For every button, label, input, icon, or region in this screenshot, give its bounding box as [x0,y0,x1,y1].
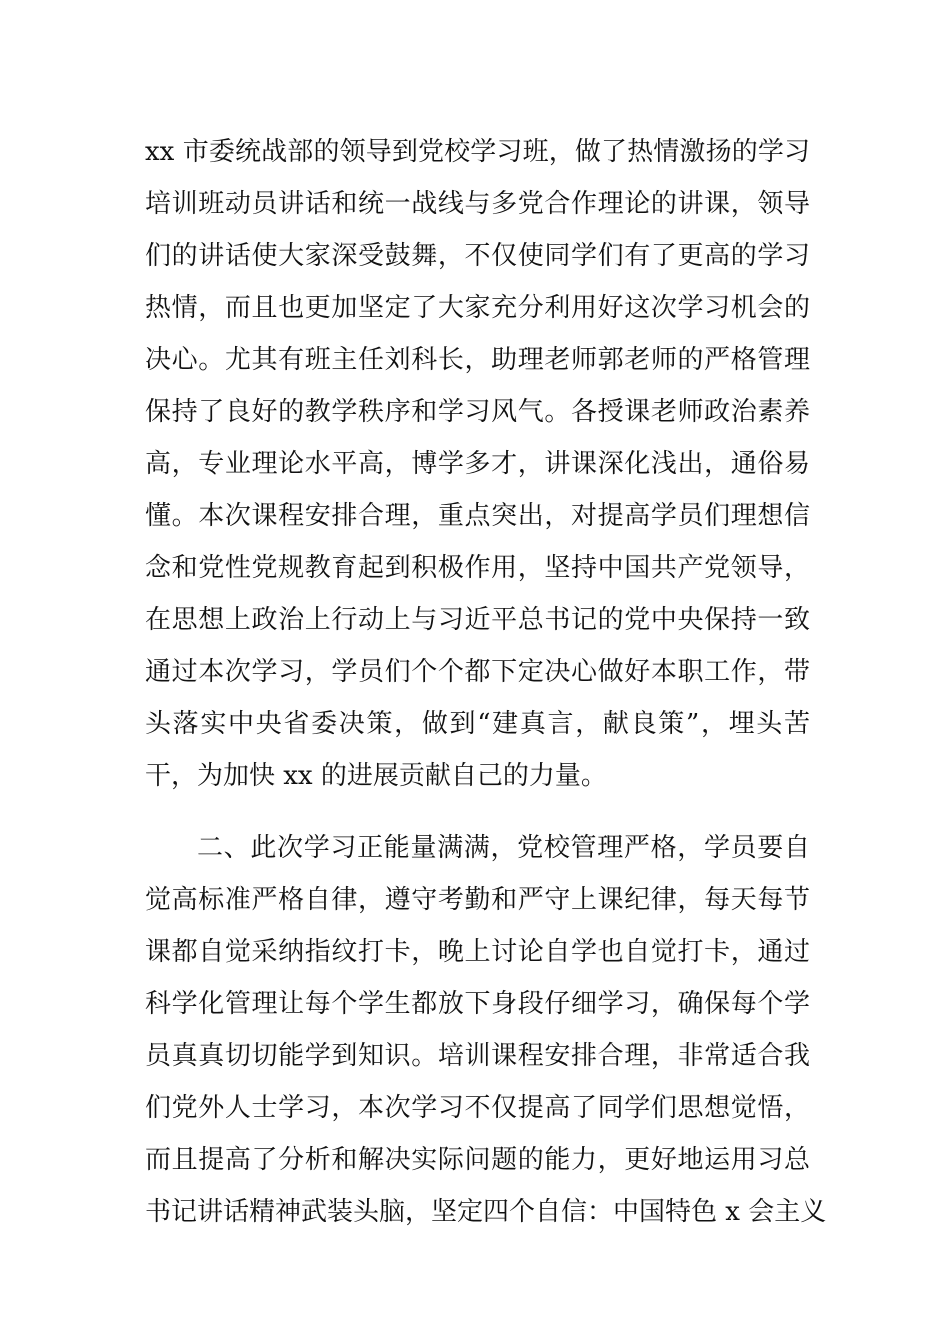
paragraph-line: xx 市委统战部的领导到党校学习班，做了热情激扬的学习 [145,137,810,167]
paragraph-line: 在思想上政治上行动上与习近平总书记的党中央保持一致 [145,605,810,635]
paragraph-line: 保持了良好的教学秩序和学习风气。各授课老师政治素养 [145,397,810,427]
paragraph-line: 高，专业理论水平高，博学多才，讲课深化浅出，通俗易 [145,449,810,479]
paragraph-line: 头落实中央省委决策，做到“建真言，献良策”，埋头苦 [145,709,810,739]
paragraph-line: 们党外人士学习，本次学习不仅提高了同学们思想觉悟， [145,1093,810,1123]
paragraph-line: 决心。尤其有班主任刘科长，助理老师郭老师的严格管理 [145,345,810,375]
paragraph-line: 而且提高了分析和解决实际问题的能力，更好地运用习总 [145,1145,810,1175]
paragraph-line: 通过本次学习，学员们个个都下定决心做好本职工作，带 [145,657,810,687]
paragraph-line: 们的讲话使大家深受鼓舞，不仅使同学们有了更高的学习 [145,241,810,271]
paragraph-line: 懂。本次课程安排合理，重点突出，对提高学员们理想信 [145,501,810,531]
paragraph-line: 干，为加快 xx 的进展贡献自己的力量。 [145,761,607,791]
paragraph-line: 热情，而且也更加坚定了大家充分利用好这次学习机会的 [145,293,810,323]
paragraph-line: 书记讲话精神武装头脑，坚定四个自信：中国特色 x 会主义 [145,1197,827,1227]
paragraph-line: 科学化管理让每个学生都放下身段仔细学习，确保每个学 [145,989,810,1019]
paragraph-line: 课都自觉采纳指纹打卡，晚上讨论自学也自觉打卡，通过 [145,937,810,967]
paragraph-line: 二、此次学习正能量满满，党校管理严格，学员要自 [197,833,810,863]
paragraph-line: 念和党性党规教育起到积极作用，坚持中国共产党领导， [145,553,810,583]
paragraph-line: 员真真切切能学到知识。培训课程安排合理，非常适合我 [145,1041,810,1071]
paragraph-line: 觉高标准严格自律，遵守考勤和严守上课纪律，每天每节 [145,885,810,915]
paragraph-line: 培训班动员讲话和统一战线与多党合作理论的讲课，领导 [145,189,810,219]
